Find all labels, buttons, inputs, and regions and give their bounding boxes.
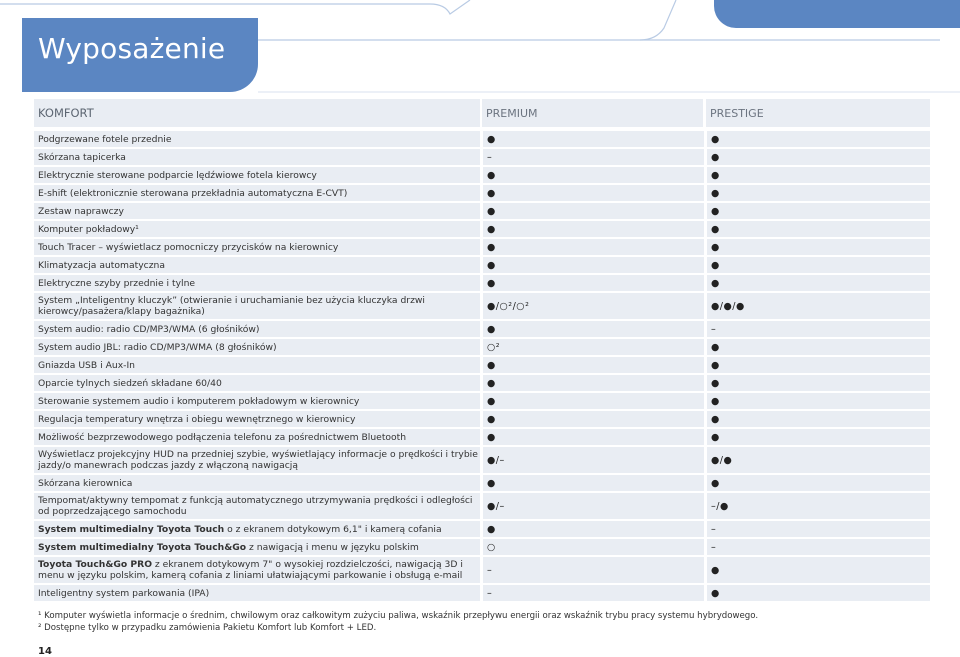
table-row (34, 447, 930, 473)
prestige-availability: ● (711, 431, 720, 443)
feature-name: Zestaw naprawczy (38, 205, 124, 217)
feature-name: Komputer pokładowy¹ (38, 223, 139, 235)
premium-cell (483, 339, 704, 355)
table-row (34, 131, 930, 147)
prestige-availability: ● (711, 477, 720, 489)
table-row (34, 557, 930, 583)
table-row (34, 393, 930, 409)
feature-name: Gniazda USB i Aux-In (38, 359, 135, 371)
feature-name: System audio JBL: radio CD/MP3/WMA (8 głośników) (38, 341, 277, 353)
prestige-availability: ● (711, 413, 720, 425)
prestige-cell (707, 131, 930, 147)
premium-cell (483, 357, 704, 373)
table-row (34, 429, 930, 445)
prestige-cell (707, 203, 930, 219)
premium-cell (483, 293, 704, 319)
feature-name: Klimatyzacja automatyczna (38, 259, 165, 271)
prestige-cell (707, 429, 930, 445)
prestige-availability: ● (711, 223, 720, 235)
table-row (34, 275, 930, 291)
prestige-availability: –/● (711, 500, 729, 512)
premium-availability: – (487, 564, 493, 576)
premium-availability: ● (487, 223, 496, 235)
prestige-availability: ● (711, 277, 720, 289)
feature-cell (34, 539, 480, 555)
feature-cell (34, 149, 480, 165)
premium-cell (483, 257, 704, 273)
table-row (34, 321, 930, 337)
feature-name: o z ekranem dotykowym 6,1" i kamerą cofania (224, 523, 442, 535)
prestige-cell (707, 521, 930, 537)
header-tab-right (714, 0, 960, 28)
feature-name: Możliwość bezprzewodowego podłączenia telefonu za pośrednictwem Bluetooth (38, 431, 407, 443)
premium-cell (483, 585, 704, 601)
column-header-prestige: PRESTIGE (706, 99, 930, 127)
prestige-availability: – (711, 523, 717, 535)
premium-cell (483, 411, 704, 427)
feature-cell (34, 557, 480, 583)
table-row (34, 585, 930, 601)
prestige-availability: ● (711, 259, 720, 271)
premium-cell (483, 393, 704, 409)
premium-availability: ● (487, 205, 496, 217)
feature-cell (34, 411, 480, 427)
prestige-availability: ● (711, 187, 720, 199)
prestige-cell (707, 167, 930, 183)
table-row (34, 357, 930, 373)
premium-availability: ● (487, 359, 496, 371)
premium-availability: – (487, 587, 493, 599)
table-row (34, 411, 930, 427)
table-row (34, 475, 930, 491)
premium-availability: ● (487, 323, 496, 335)
premium-cell (483, 321, 704, 337)
premium-availability: ● (487, 395, 496, 407)
prestige-availability: ● (711, 341, 720, 353)
feature-cell (34, 167, 480, 183)
feature-cell (34, 203, 480, 219)
prestige-availability: ● (711, 377, 720, 389)
prestige-cell (707, 447, 930, 473)
feature-name: System audio: radio CD/MP3/WMA (6 głośników) (38, 323, 260, 335)
table-row (34, 375, 930, 391)
prestige-cell (707, 239, 930, 255)
prestige-availability: ●/● (711, 454, 733, 466)
prestige-cell (707, 493, 930, 519)
premium-cell (483, 131, 704, 147)
premium-availability: ● (487, 431, 496, 443)
table-row (34, 257, 930, 273)
feature-cell (34, 357, 480, 373)
table-row (34, 521, 930, 537)
column-header-premium: PREMIUM (482, 99, 703, 127)
feature-cell (34, 321, 480, 337)
prestige-cell (707, 393, 930, 409)
table-row (34, 203, 930, 219)
feature-name: Inteligentny system parkowania (IPA) (38, 587, 210, 599)
feature-name: Sterowanie systemem audio i komputerem pokładowym w kierownicy (38, 395, 360, 407)
feature-cell (34, 131, 480, 147)
premium-cell (483, 221, 704, 237)
feature-cell (34, 375, 480, 391)
prestige-cell (707, 293, 930, 319)
premium-availability: ● (487, 187, 496, 199)
table-row (34, 221, 930, 237)
prestige-cell (707, 185, 930, 201)
feature-name: Oparcie tylnych siedzeń składane 60/40 (38, 377, 222, 389)
premium-cell (483, 557, 704, 583)
premium-availability: ●/○²/○² (487, 300, 530, 312)
table-row (34, 293, 930, 319)
premium-cell (483, 493, 704, 519)
feature-cell (34, 585, 480, 601)
feature-name: Elektryczne szyby przednie i tylne (38, 277, 196, 289)
feature-cell (34, 429, 480, 445)
premium-availability: ○ (487, 541, 496, 553)
premium-availability: ○² (487, 341, 501, 353)
feature-name-bold: System multimedialny Toyota Touch (38, 523, 225, 535)
prestige-cell (707, 257, 930, 273)
feature-cell (34, 257, 480, 273)
prestige-availability: ● (711, 151, 720, 163)
feature-cell (34, 221, 480, 237)
prestige-availability: ● (711, 133, 720, 145)
premium-cell (483, 149, 704, 165)
premium-availability: ● (487, 241, 496, 253)
feature-name: Skórzana kierownica (38, 477, 133, 489)
table-row (34, 339, 930, 355)
prestige-cell (707, 585, 930, 601)
feature-name: Tempomat/aktywny tempomat z funkcją automatycznego utrzymywania prędkości i odległości od poprzedzającego samochodu (38, 495, 473, 517)
page-number: 14 (38, 646, 52, 657)
premium-availability: – (487, 151, 493, 163)
feature-cell (34, 521, 480, 537)
prestige-cell (707, 557, 930, 583)
prestige-availability: ● (711, 241, 720, 253)
feature-cell (34, 275, 480, 291)
premium-availability: ● (487, 377, 496, 389)
prestige-cell (707, 339, 930, 355)
table-row (34, 239, 930, 255)
premium-cell (483, 539, 704, 555)
premium-cell (483, 239, 704, 255)
feature-cell (34, 185, 480, 201)
feature-name: Regulacja temperatury wnętrza i obiegu wewnętrznego w kierownicy (38, 413, 356, 425)
prestige-availability: ● (711, 359, 720, 371)
premium-availability: ● (487, 259, 496, 271)
premium-cell (483, 447, 704, 473)
feature-name: Elektrycznie sterowane podparcie lędźwiowe fotela kierowcy (38, 169, 317, 181)
feature-name: z ekranem dotykowym 7" o wysokiej rozdzielczości, nawigacją 3D i menu w języku polskim, kamerą cofania z liniami ułatwiającymi parkowanie i obsługą e-mail (38, 559, 463, 581)
feature-name: Skórzana tapicerka (38, 151, 126, 163)
prestige-availability: – (711, 323, 717, 335)
feature-cell (34, 447, 480, 473)
prestige-availability: ●/●/● (711, 300, 745, 312)
prestige-availability: ● (711, 205, 720, 217)
column-header-komfort: KOMFORT (34, 99, 480, 127)
feature-cell (34, 293, 480, 319)
premium-availability: ● (487, 477, 496, 489)
feature-cell (34, 475, 480, 491)
feature-name: Podgrzewane fotele przednie (38, 133, 172, 145)
feature-name-bold: Toyota Touch&Go PRO (38, 559, 153, 570)
table-row (34, 185, 930, 201)
prestige-cell (707, 149, 930, 165)
feature-name: z nawigacją i menu w języku polskim (246, 541, 419, 553)
footnotes (38, 610, 758, 634)
prestige-cell (707, 375, 930, 391)
prestige-availability: ● (711, 169, 720, 181)
table-row (34, 493, 930, 519)
prestige-cell (707, 411, 930, 427)
prestige-cell (707, 321, 930, 337)
prestige-availability: ● (711, 395, 720, 407)
premium-cell (483, 275, 704, 291)
premium-availability: ● (487, 413, 496, 425)
prestige-availability: ● (711, 587, 720, 599)
footnote-2: ² Dostępne tylko w przypadku zamówienia Pakietu Komfort lub Komfort + LED. (38, 623, 377, 633)
feature-name: System „Inteligentny kluczyk” (otwieranie i uruchamianie bez użycia kluczyka drzwi kierowcy/pasażera/klapy bagażnika) (38, 295, 425, 317)
prestige-cell (707, 475, 930, 491)
page-title: Wyposażenie (38, 32, 226, 65)
premium-availability: ●/– (487, 500, 505, 512)
feature-name: Wyświetlacz projekcyjny HUD na przedniej szybie, wyświetlający informacje o prędkości i trybie jazdy/o manewrach podczas jazdy z włączoną nawigacją (38, 449, 478, 471)
prestige-cell (707, 221, 930, 237)
premium-availability: ● (487, 169, 496, 181)
feature-name-bold: System multimedialny Toyota Touch&Go (38, 541, 247, 553)
prestige-cell (707, 275, 930, 291)
table-row (34, 149, 930, 165)
premium-availability: ● (487, 277, 496, 289)
premium-cell (483, 185, 704, 201)
premium-cell (483, 203, 704, 219)
table-row (34, 167, 930, 183)
premium-cell (483, 521, 704, 537)
table-row (34, 539, 930, 555)
footnote-1: ¹ Komputer wyświetla informacje o średnim, chwilowym oraz całkowitym zużyciu paliwa, wskaźnik przepływu energii oraz wskaźnik trybu pracy systemu hybrydowego. (38, 611, 759, 621)
premium-availability: ● (487, 523, 496, 535)
feature-cell (34, 493, 480, 519)
feature-name: E-shift (elektronicznie sterowana przekładnia automatyczna E-CVT) (38, 187, 348, 199)
premium-availability: ● (487, 133, 496, 145)
feature-cell (34, 393, 480, 409)
prestige-availability: – (711, 541, 717, 553)
premium-cell (483, 167, 704, 183)
feature-cell (34, 239, 480, 255)
premium-cell (483, 475, 704, 491)
premium-cell (483, 429, 704, 445)
feature-name: Touch Tracer – wyświetlacz pomocniczy przycisków na kierownicy (38, 241, 339, 253)
prestige-availability: ● (711, 564, 720, 576)
premium-availability: ●/– (487, 454, 505, 466)
prestige-cell (707, 357, 930, 373)
prestige-cell (707, 539, 930, 555)
equipment-table (34, 131, 930, 603)
premium-cell (483, 375, 704, 391)
feature-cell (34, 339, 480, 355)
